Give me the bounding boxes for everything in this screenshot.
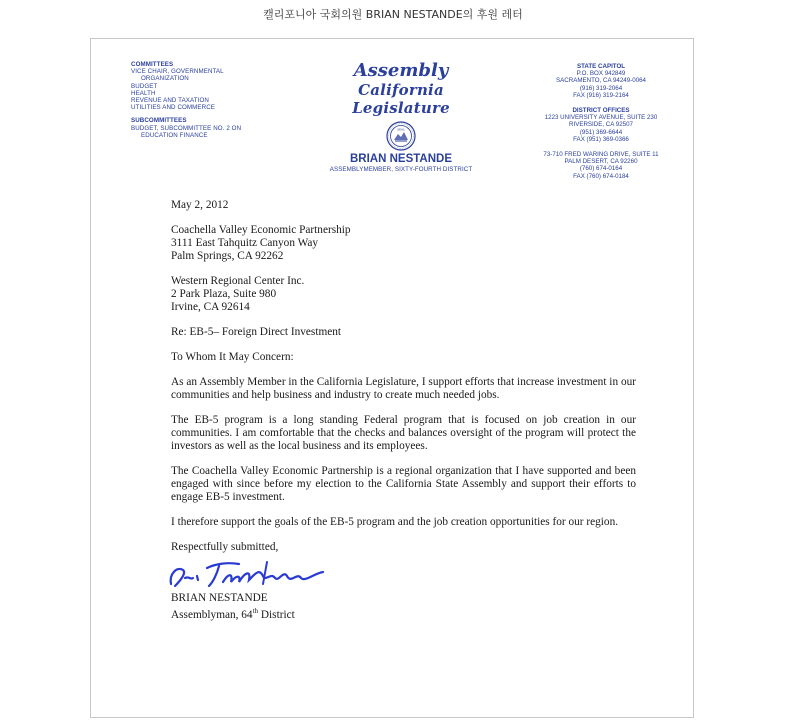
district-line: (760) 674-0164 bbox=[579, 165, 623, 173]
body-paragraph: I therefore support the goals of the EB-5 program and the job creation opportunities for our region. bbox=[171, 516, 619, 528]
recipient2-line: Irvine, CA 92614 bbox=[171, 301, 250, 313]
signer-title-district: District bbox=[258, 608, 295, 621]
signer-name: BRIAN NESTANDE bbox=[171, 592, 268, 604]
offices-block bbox=[531, 63, 671, 180]
committees-block bbox=[131, 61, 281, 139]
letterhead-title-assembly: Assembly bbox=[353, 60, 449, 81]
recipient2-line: 2 Park Plaza, Suite 980 bbox=[171, 288, 277, 300]
subject-line: Re: EB-5– Foreign Direct Investment bbox=[171, 326, 342, 338]
letterhead-center bbox=[311, 61, 491, 174]
representative-name: BRIAN NESTANDE bbox=[349, 153, 452, 165]
body-paragraph: The Coachella Valley Economic Partnership is a regional organization that I have supported and been engaged with since before my election to the California State Assembly and support their efforts to engage EB-5 investment. bbox=[171, 465, 636, 503]
district-line: FAX (951) 369-0366 bbox=[573, 135, 629, 143]
page-caption: 캘리포니아 국회의원 BRIAN NESTANDE의 후원 레터 bbox=[263, 8, 523, 21]
capitol-header: STATE CAPITOL bbox=[576, 63, 626, 70]
capitol-line: P.O. BOX 942849 bbox=[576, 70, 626, 78]
recipient1-line: Palm Springs, CA 92262 bbox=[171, 250, 284, 262]
body-paragraph: The EB-5 program is a long standing Federal program that is focused on job creation in our communities. I am comfortable that the checks and balances oversight of the program will protect the investors as well as the local business and its employees. bbox=[171, 414, 636, 452]
subcommittees-header: SUBCOMMITTEES bbox=[131, 117, 187, 125]
district-line: (951) 369-6644 bbox=[579, 128, 623, 136]
capitol-line: FAX (916) 319-2164 bbox=[573, 91, 629, 99]
capitol-line: SACRAMENTO, CA 94249-0064 bbox=[556, 77, 646, 85]
subcommittee-item: EDUCATION FINANCE bbox=[141, 131, 208, 139]
district-line: FAX (760) 674-0184 bbox=[573, 172, 629, 180]
committee-item: VICE CHAIR, GOVERNMENTAL bbox=[131, 68, 224, 76]
letterhead-title-legislature: California Legislature bbox=[352, 81, 450, 117]
district-line: 1223 UNIVERSITY AVENUE, SUITE 230 bbox=[544, 114, 658, 122]
signer-title bbox=[171, 605, 636, 622]
recipient2-line: Western Regional Center Inc. bbox=[171, 275, 305, 287]
signer-title-main: Assemblyman, 64 bbox=[171, 608, 253, 621]
letter-date: May 2, 2012 bbox=[171, 199, 229, 211]
seal-label: SEAL bbox=[397, 127, 405, 132]
signature-icon bbox=[167, 556, 337, 592]
district-line: 73-710 FRED WARING DRIVE, SUITE 11 bbox=[543, 151, 659, 159]
closing: Respectfully submitted, bbox=[171, 541, 279, 553]
committee-item: BUDGET bbox=[131, 82, 158, 90]
letter-page bbox=[90, 38, 694, 718]
committee-item: HEALTH bbox=[131, 89, 156, 97]
capitol-line: (916) 319-2064 bbox=[579, 84, 623, 92]
district-header: DISTRICT OFFICES bbox=[572, 107, 630, 115]
subcommittee-item: BUDGET, SUBCOMMITTEE NO. 2 ON bbox=[131, 124, 242, 132]
letter-body bbox=[171, 199, 636, 622]
committees-header: COMMITTEES bbox=[131, 61, 174, 68]
body-paragraph: As an Assembly Member in the California Legislature, I support efforts that increase investment in our communities and help business and industry to create much needed jobs. bbox=[171, 376, 636, 401]
state-seal-icon bbox=[386, 121, 416, 151]
district-line: RIVERSIDE, CA 92507 bbox=[569, 121, 633, 129]
committee-item: UTILITIES AND COMMERCE bbox=[131, 104, 216, 112]
salutation: To Whom It May Concern: bbox=[171, 351, 294, 363]
committee-item: ORGANIZATION bbox=[141, 75, 189, 83]
recipient1-line: Coachella Valley Economic Partnership bbox=[171, 224, 351, 236]
district-line: PALM DESERT, CA 92260 bbox=[564, 158, 638, 166]
signer-title-ordinal: th bbox=[252, 607, 259, 615]
recipient1-line: 3111 East Tahquitz Canyon Way bbox=[171, 237, 319, 249]
committee-item: REVENUE AND TAXATION bbox=[131, 97, 209, 105]
representative-title: ASSEMBLYMEMBER, SIXTY-FOURTH DISTRICT bbox=[329, 166, 473, 173]
